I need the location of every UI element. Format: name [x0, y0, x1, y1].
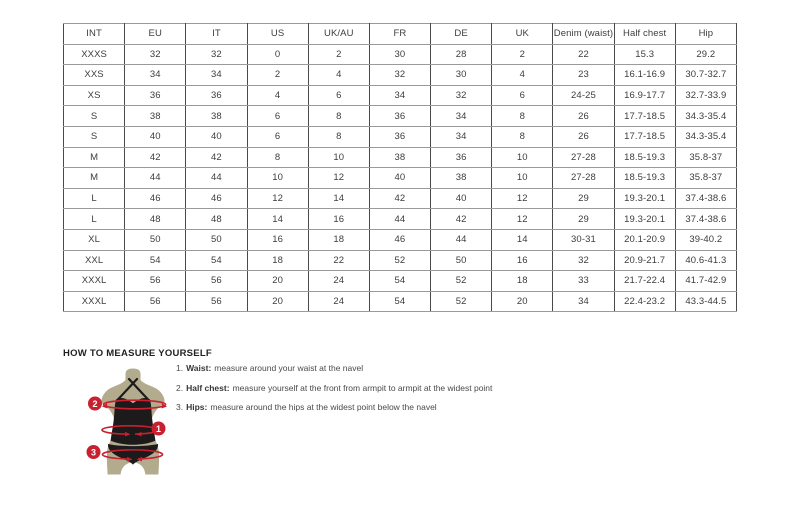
table-cell: 34	[553, 291, 614, 312]
table-cell: 54	[125, 250, 186, 271]
table-cell: 14	[308, 188, 369, 209]
column-header: Half chest	[614, 24, 675, 45]
table-cell: 30.7-32.7	[675, 65, 736, 86]
table-cell: L	[64, 209, 125, 230]
table-cell: 40	[431, 188, 492, 209]
table-cell: 36	[125, 85, 186, 106]
table-cell: 6	[247, 126, 308, 147]
table-cell: 48	[186, 209, 247, 230]
table-cell: 32	[431, 85, 492, 106]
table-cell: 38	[186, 106, 247, 127]
table-row	[64, 188, 737, 209]
column-header: DE	[431, 24, 492, 45]
table-cell: 29	[553, 209, 614, 230]
table-cell: 42	[186, 147, 247, 168]
table-cell: 44	[125, 168, 186, 189]
table-cell: 10	[492, 147, 553, 168]
table-cell: 34.3-35.4	[675, 126, 736, 147]
measure-step-hips	[176, 402, 492, 413]
table-cell: 2	[492, 44, 553, 65]
table-cell: 23	[553, 65, 614, 86]
table-row	[64, 126, 737, 147]
table-cell: 37.4-38.6	[675, 209, 736, 230]
step-number: 2.	[176, 382, 184, 393]
table-cell: 35.8-37	[675, 147, 736, 168]
table-cell: 12	[492, 188, 553, 209]
table-cell: 56	[125, 291, 186, 312]
table-cell: 27-28	[553, 168, 614, 189]
waist-badge-number: 1	[155, 423, 162, 434]
table-cell: 46	[125, 188, 186, 209]
table-cell: 10	[492, 168, 553, 189]
table-cell: 34	[431, 106, 492, 127]
table-cell: 26	[553, 106, 614, 127]
table-cell: 56	[186, 291, 247, 312]
step-number: 3.	[176, 402, 184, 413]
table-cell: 29.2	[675, 44, 736, 65]
table-cell: 32	[553, 250, 614, 271]
table-cell: 6	[492, 85, 553, 106]
table-cell: 4	[308, 65, 369, 86]
table-cell: 36	[369, 126, 430, 147]
table-cell: 52	[431, 271, 492, 292]
table-cell: 54	[186, 250, 247, 271]
table-cell: 44	[431, 229, 492, 250]
table-cell: 8	[308, 126, 369, 147]
column-header: UK	[492, 24, 553, 45]
table-cell: 18	[492, 271, 553, 292]
measure-step-half-chest	[176, 383, 492, 394]
table-cell: 46	[369, 229, 430, 250]
table-cell: 52	[369, 250, 430, 271]
table-cell: 14	[247, 209, 308, 230]
table-cell: XXXL	[64, 271, 125, 292]
table-cell: 22	[553, 44, 614, 65]
step-text: measure around the hips at the widest point below the navel	[210, 402, 437, 413]
table-cell: 10	[308, 147, 369, 168]
table-cell: 42	[431, 209, 492, 230]
header-row	[64, 24, 737, 45]
table-row	[64, 271, 737, 292]
table-cell: 12	[492, 209, 553, 230]
table-cell: 34	[125, 65, 186, 86]
step-number: 1.	[176, 363, 184, 373]
table-cell: L	[64, 188, 125, 209]
table-cell: 18.5-19.3	[614, 168, 675, 189]
table-cell: 48	[125, 209, 186, 230]
table-cell: S	[64, 126, 125, 147]
measure-step-waist	[176, 363, 492, 374]
step-text: measure around your waist at the navel	[214, 363, 364, 373]
table-cell: 21.7-22.4	[614, 271, 675, 292]
table-cell: 42	[369, 188, 430, 209]
table-cell: 16	[492, 250, 553, 271]
table-cell: 40	[186, 126, 247, 147]
table-row	[64, 44, 737, 65]
step-text: measure yourself at the front from armpit to armpit at the widest point	[232, 382, 493, 393]
table-cell: 36	[431, 147, 492, 168]
table-cell: XS	[64, 85, 125, 106]
table-cell: 27-28	[553, 147, 614, 168]
table-cell: 24-25	[553, 85, 614, 106]
table-cell: 38	[125, 106, 186, 127]
table-cell: 44	[186, 168, 247, 189]
table-cell: S	[64, 106, 125, 127]
table-cell: 32.7-33.9	[675, 85, 736, 106]
table-cell: 8	[492, 106, 553, 127]
size-chart-table	[63, 23, 737, 312]
table-cell: 12	[247, 188, 308, 209]
step-label: Half chest:	[186, 382, 230, 393]
table-cell: 26	[553, 126, 614, 147]
chest-badge-number: 2	[92, 398, 98, 409]
table-cell: 8	[492, 126, 553, 147]
table-cell: XXL	[64, 250, 125, 271]
table-cell: 41.7-42.9	[675, 271, 736, 292]
table-cell: 38	[369, 147, 430, 168]
table-cell: 39-40.2	[675, 229, 736, 250]
table-cell: 10	[247, 168, 308, 189]
table-cell: 24	[308, 271, 369, 292]
table-cell: 40	[369, 168, 430, 189]
table-cell: 32	[125, 44, 186, 65]
table-cell: 4	[247, 85, 308, 106]
measure-steps	[176, 363, 492, 422]
size-table-header	[64, 24, 737, 45]
table-row	[64, 229, 737, 250]
table-cell: 50	[125, 229, 186, 250]
table-cell: 20	[492, 291, 553, 312]
table-cell: 56	[125, 271, 186, 292]
table-cell: 34	[186, 65, 247, 86]
table-cell: 44	[369, 209, 430, 230]
table-cell: 15.3	[614, 44, 675, 65]
table-cell: 20	[247, 271, 308, 292]
table-cell: 43.3-44.5	[675, 291, 736, 312]
table-cell: 16.9-17.7	[614, 85, 675, 106]
table-cell: 32	[369, 65, 430, 86]
table-cell: 54	[369, 271, 430, 292]
table-cell: XXXL	[64, 291, 125, 312]
table-cell: 37.4-38.6	[675, 188, 736, 209]
table-cell: 19.3-20.1	[614, 209, 675, 230]
table-cell: 12	[308, 168, 369, 189]
table-cell: 8	[247, 147, 308, 168]
table-cell: 36	[186, 85, 247, 106]
table-cell: 16.1-16.9	[614, 65, 675, 86]
column-header: FR	[369, 24, 430, 45]
table-cell: 19.3-20.1	[614, 188, 675, 209]
table-row	[64, 250, 737, 271]
table-cell: 2	[247, 65, 308, 86]
table-cell: 6	[308, 85, 369, 106]
table-cell: 20.9-21.7	[614, 250, 675, 271]
table-cell: 50	[186, 229, 247, 250]
table-cell: 8	[308, 106, 369, 127]
table-cell: 54	[369, 291, 430, 312]
table-cell: 52	[431, 291, 492, 312]
column-header: US	[247, 24, 308, 45]
table-cell: 35.8-37	[675, 168, 736, 189]
table-cell: 17.7-18.5	[614, 106, 675, 127]
column-header: Hip	[675, 24, 736, 45]
table-row	[64, 168, 737, 189]
table-cell: 32	[186, 44, 247, 65]
column-header: UK/AU	[308, 24, 369, 45]
column-header: EU	[125, 24, 186, 45]
column-header: Denim (waist)	[553, 24, 614, 45]
step-label: Waist:	[186, 363, 212, 373]
table-cell: 30-31	[553, 229, 614, 250]
table-cell: 18	[308, 229, 369, 250]
measure-guide-title: HOW TO MEASURE YOURSELF	[63, 348, 212, 359]
table-cell: 30	[369, 44, 430, 65]
table-cell: XXS	[64, 65, 125, 86]
table-cell: 16	[308, 209, 369, 230]
table-row	[64, 209, 737, 230]
table-row	[64, 106, 737, 127]
table-cell: 16	[247, 229, 308, 250]
table-cell: M	[64, 168, 125, 189]
table-cell: 20	[247, 291, 308, 312]
table-cell: 42	[125, 147, 186, 168]
table-row	[64, 147, 737, 168]
table-cell: 29	[553, 188, 614, 209]
table-cell: 0	[247, 44, 308, 65]
table-cell: 28	[431, 44, 492, 65]
table-cell: 18	[247, 250, 308, 271]
table-cell: 46	[186, 188, 247, 209]
table-cell: M	[64, 147, 125, 168]
table-cell: 24	[308, 291, 369, 312]
table-cell: 20.1-20.9	[614, 229, 675, 250]
table-row	[64, 65, 737, 86]
table-cell: 38	[431, 168, 492, 189]
table-cell: 34	[431, 126, 492, 147]
measurement-figure-illustration	[80, 367, 185, 507]
table-row	[64, 291, 737, 312]
table-cell: 2	[308, 44, 369, 65]
table-cell: 56	[186, 271, 247, 292]
table-cell: 22	[308, 250, 369, 271]
column-header: INT	[64, 24, 125, 45]
hips-badge-number: 3	[90, 447, 97, 458]
table-cell: 40	[125, 126, 186, 147]
table-cell: XL	[64, 229, 125, 250]
table-cell: 6	[247, 106, 308, 127]
table-cell: 40.6-41.3	[675, 250, 736, 271]
table-cell: 30	[431, 65, 492, 86]
table-cell: 14	[492, 229, 553, 250]
table-cell: XXXS	[64, 44, 125, 65]
table-row	[64, 85, 737, 106]
table-cell: 22.4-23.2	[614, 291, 675, 312]
size-table-body	[64, 44, 737, 312]
swimsuit-top	[111, 398, 156, 445]
table-cell: 17.7-18.5	[614, 126, 675, 147]
table-cell: 18.5-19.3	[614, 147, 675, 168]
table-cell: 34	[369, 85, 430, 106]
table-cell: 36	[369, 106, 430, 127]
column-header: IT	[186, 24, 247, 45]
table-cell: 4	[492, 65, 553, 86]
table-cell: 33	[553, 271, 614, 292]
step-label: Hips:	[186, 402, 208, 413]
table-cell: 34.3-35.4	[675, 106, 736, 127]
table-cell: 50	[431, 250, 492, 271]
